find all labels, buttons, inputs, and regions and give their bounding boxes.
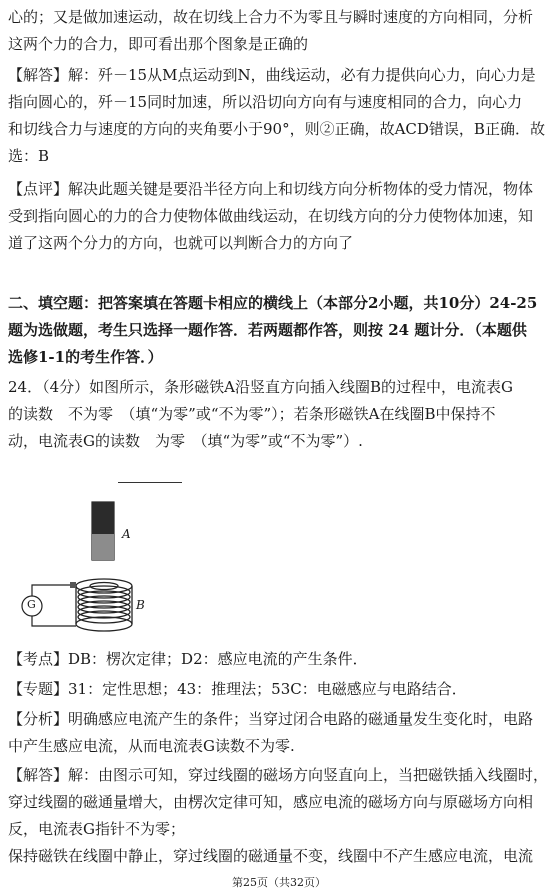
text-line: 选：B xyxy=(8,147,50,165)
text-line: 的读数 不为零 （填“为零”或“不为零”）；若条形磁铁A在线圈B中保持不 xyxy=(8,405,496,423)
galvanometer-label: G xyxy=(27,598,36,611)
text-line: 【考点】DB：楞次定律；D2：感应电流的产生条件． xyxy=(8,650,368,668)
text-line: 心的；又是做加速运动，故在切线上合力不为零且与瞬时速度的方向相同，分析 xyxy=(8,8,534,26)
text-line: 24．（4分）如图所示，条形磁铁A沿竖直方向插入线圈B的过程中，电流表G xyxy=(8,378,513,396)
text-line: 【分析】明确感应电流产生的条件；当穿过闭合电路的磁通量发生变化时，电路 xyxy=(8,710,534,728)
coil-label: B xyxy=(136,598,145,612)
kaodian xyxy=(8,646,548,673)
text-line: 题为选做题，考生只选择一题作答．若两题都作答，则按 24 题计分．（本题供 xyxy=(8,321,527,339)
magnet-coil-figure xyxy=(8,490,208,640)
text-line: 和切线合力与速度的方向的夹角要小于90°，则②正确，故ACD错误，B正确．故 xyxy=(8,120,545,138)
text-line: 反，电流表G指针不为零； xyxy=(8,820,185,838)
zhuanti xyxy=(8,676,548,703)
text-line: 指向圆心的，歼－15同时加速，所以沿切向方向有与速度相同的合力，向心力 xyxy=(8,93,523,111)
blank-line xyxy=(118,482,182,483)
text-line: 选修1-1的考生作答．） xyxy=(8,348,163,366)
answer-paragraph-1 xyxy=(8,62,548,170)
text-line: 中产生感应电流，从而电流表G读数不为零. xyxy=(8,737,295,755)
text-line: 保持磁铁在线圈中静止，穿过线圈的磁通量不变，线圈中不产生感应电流，电流 xyxy=(8,847,534,865)
analysis-paragraph xyxy=(8,706,548,760)
text-line: 受到指向圆心的力的合力使物体做曲线运动，在切线方向的分力使物体加速，知 xyxy=(8,207,534,225)
question-24 xyxy=(8,374,548,455)
text-line: 穿过线圈的磁通量增大，由楞次定律可知，感应电流的磁场方向与原磁场方向相 xyxy=(8,793,534,811)
text-line: 【点评】解决此题关键是要沿半径方向上和切线方向分析物体的受力情况，物体 xyxy=(8,180,534,198)
answer-paragraph-2 xyxy=(8,762,548,870)
text-line: 【解答】解：由图示可知，穿过线圈的磁场方向竖直向上，当把磁铁插入线圈时， xyxy=(8,766,549,784)
text-line: 这两个力的合力，即可看出那个图象是正确的 xyxy=(8,35,309,53)
analysis-continued xyxy=(8,4,548,58)
section-heading xyxy=(8,290,548,371)
magnet-label: A xyxy=(122,527,131,541)
text-line: 动，电流表G的读数 为零 （填“为零”或“不为零”）. xyxy=(8,432,363,450)
text-line: 【解答】解：歼－15从M点运动到N，曲线运动，必有力提供向心力，向心力是 xyxy=(8,66,536,84)
coil xyxy=(76,579,132,631)
comment-paragraph xyxy=(8,176,548,257)
text-line: 道了这两个分力的方向，也就可以判断合力的方向了 xyxy=(8,234,354,252)
page-footer: 第25页（共32页） xyxy=(232,876,326,889)
text-line: 【专题】31：定性思想；43：推理法；53C：电磁感应与电路结合． xyxy=(8,680,467,698)
text-line: 二、填空题：把答案填在答题卡相应的横线上（本部分2小题，共10分）24-25 xyxy=(8,294,538,312)
